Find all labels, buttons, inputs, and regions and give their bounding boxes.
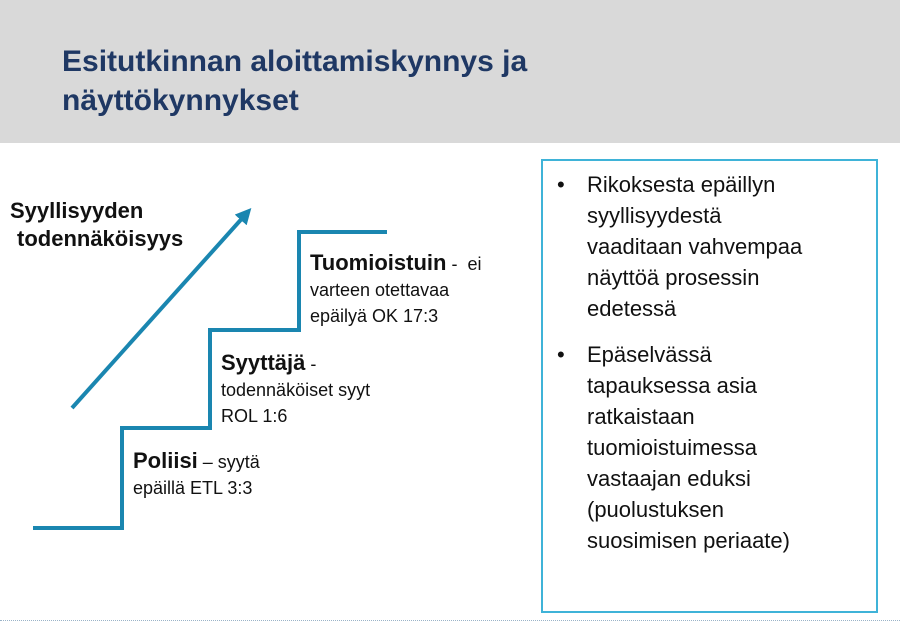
bullet-dot-icon: • bbox=[557, 172, 565, 197]
bullet-2-line-1: Epäselvässä bbox=[587, 342, 712, 367]
step-court-heading bbox=[310, 250, 481, 277]
bullet-dot-icon: • bbox=[557, 342, 565, 367]
bullet-2-text bbox=[587, 339, 857, 556]
bullet-1-line-1: Rikoksesta epäillyn bbox=[587, 172, 776, 197]
probability-label-line-1: Syyllisyyden bbox=[10, 198, 144, 223]
bullet-2-line-2: tapauksessa asia bbox=[587, 373, 757, 398]
bullet-1-line-3: vaaditaan vahvempaa bbox=[587, 234, 803, 259]
bullet-1-line-2: syyllisyydestä bbox=[587, 203, 722, 228]
bullet-2-line-4: tuomioistuimessa bbox=[587, 435, 757, 460]
step-prosecutor bbox=[221, 350, 370, 429]
step-police-suffix: – syytä bbox=[197, 452, 260, 472]
info-box bbox=[541, 159, 878, 613]
step-court-line-2: epäilyä OK 17:3 bbox=[310, 306, 439, 326]
step-prosecutor-name: Syyttäjä bbox=[221, 350, 306, 375]
step-court bbox=[310, 250, 481, 329]
bullet-item-1 bbox=[543, 169, 857, 324]
step-police bbox=[133, 448, 260, 501]
step-prosecutor-line-2: ROL 1:6 bbox=[221, 406, 288, 426]
step-police-heading bbox=[133, 448, 260, 475]
bullet-2-line-7: suosimisen periaate) bbox=[587, 528, 790, 553]
bullet-1-text bbox=[587, 169, 857, 324]
title-line-2: näyttökynnykset bbox=[62, 84, 299, 117]
bullet-2-line-6: (puolustuksen bbox=[587, 497, 724, 522]
bullet-1-line-5: edetessä bbox=[587, 296, 677, 321]
step-police-line-1: epäillä ETL 3:3 bbox=[133, 478, 253, 498]
trend-arrow-icon bbox=[72, 214, 246, 408]
bullet-list bbox=[543, 169, 857, 556]
bullet-2-line-5: vastaajan eduksi bbox=[587, 466, 751, 491]
title-line-1: Esitutkinnan aloittamiskynnys ja bbox=[62, 45, 528, 78]
probability-label-line-2: todennäköisyys bbox=[17, 226, 184, 251]
footer-divider bbox=[0, 620, 900, 621]
step-court-suffix: - ei bbox=[446, 254, 482, 274]
bullet-1-line-4: näyttöä prosessin bbox=[587, 265, 760, 290]
step-police-name: Poliisi bbox=[133, 448, 198, 473]
bullet-item-2 bbox=[543, 339, 857, 556]
bullet-2-line-3: ratkaistaan bbox=[587, 404, 695, 429]
step-prosecutor-suffix: - bbox=[305, 354, 317, 374]
step-court-line-1: varteen otettavaa bbox=[310, 280, 450, 300]
step-court-name: Tuomioistuin bbox=[310, 250, 447, 275]
step-prosecutor-line-1: todennäköiset syyt bbox=[221, 380, 371, 400]
step-prosecutor-heading bbox=[221, 350, 370, 377]
